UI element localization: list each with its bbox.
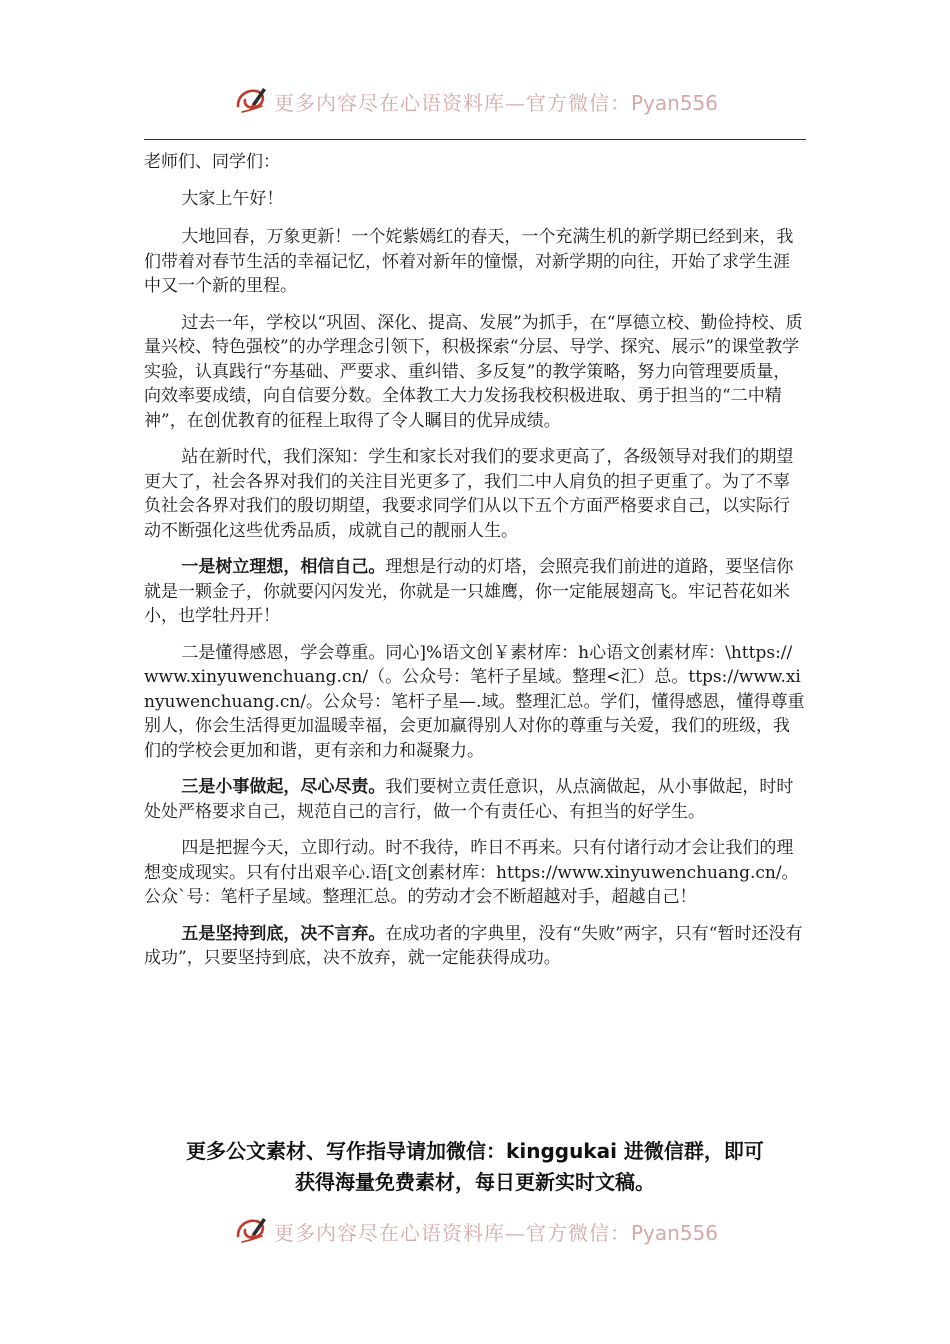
point-5-text: 在成功者的字典里，没有“失败”两字，只有“暂时还没有成功”，只要坚持到底，决不放弃，就一定能获得成功。: [144, 923, 803, 968]
footer-banner: [0, 1206, 950, 1256]
pen-swirl-logo-icon: [232, 82, 270, 120]
point-1-text: 理想是行动的灯塔，会照亮我们前进的道路，要坚信你就是一颗金子，你就要闪闪发光，你就是一只雄鹰，你一定能展翅高飞。牢记苔花如米小，也学牡丹开！: [144, 557, 794, 626]
banner-text: [274, 1217, 718, 1246]
point-1-lead: 一是树立理想，相信自己。: [181, 557, 386, 577]
banner-text-cn: 更多内容尽在心语资料库—官方微信：: [273, 90, 631, 115]
footer-note-line-1: 更多公文素材、写作指导请加微信：kinggukai 进微信群，即可: [186, 1139, 764, 1163]
greeting: 老师们、同学们：: [144, 152, 280, 172]
point-3-lead: 三是小事做起，尽心尽责。: [181, 777, 386, 797]
point-3: [144, 775, 806, 824]
banner-text-en: Pyan556: [630, 1220, 718, 1245]
point-1: [144, 555, 806, 629]
banner-text: [274, 87, 718, 116]
footer-note-line-2: 获得海量免费素材，每日更新实时文稿。: [295, 1170, 655, 1194]
point-3-text: 我们要树立责任意识，从点滴做起，从小事做起，时时处处严格要求自己，规范自己的言行，做一个有责任心、有担当的好学生。: [144, 777, 794, 822]
paragraph-1: 大地回春，万象更新！一个姹紫嫣红的春天，一个充满生机的新学期已经到来，我们带着对春节生活的幸福记忆，怀着对新年的憧憬，对新学期的向往，开始了求学生涯中又一个新的里程。: [144, 227, 794, 296]
pen-swirl-logo-icon: [232, 1212, 270, 1250]
salutation: 大家上午好！: [181, 188, 284, 209]
header-banner: [0, 76, 950, 126]
point-5: [144, 922, 806, 971]
banner-text-en: Pyan556: [630, 90, 718, 115]
paragraph-2: 过去一年，学校以“巩固、深化、提高、发展”为抓手，在“厚德立校、勤俭持校、质量兴校、特色强校”的办学理念引领下，积极探索“分层、导学、探究、展示”的课堂教学实验，认真践行“夯基础、严要求、重纠错、多反复”的教学策略，努力向管理要质量，向效率要成绩，向自信要分数。全体教工大力发扬我校积极进取、勇于担当的“二中精神”，在创优教育的征程上取得了令人瞩目的优异成绩。: [144, 312, 803, 431]
point-4: 四是把握今天，立即行动。时不我待，昨日不再来。只有付诸行动才会让我们的理想变成现实。只有付出艰辛心.语[文创素材库：https://www.xinyuwenchuang.cn/。公众`号：笔杆子星域。整理汇总。的劳动才会不断超越对手，超越自己！: [144, 838, 799, 907]
paragraph-3: 站在新时代，我们深知：学生和家长对我们的要求更高了，各级领导对我们的期望更大了，社会各界对我们的关注目光更多了，我们二中人肩负的担子更重了。为了不辜负社会各界对我们的殷切期望，我要求同学们从以下五个方面严格要求自己，以实际行动不断强化这些优秀品质，成就自己的靓丽人生。: [144, 447, 794, 541]
point-5-lead: 五是坚持到底，决不言弃。: [181, 923, 386, 944]
header-divider: [144, 139, 806, 140]
point-2: 二是懂得感恩，学会尊重。同心]%语文创￥素材库：h心语文创素材库：\https://www.xinyuwenchuang.cn/（。公众号：笔杆子星域。整理<汇）总。ttps://www.xinyuwenchuang.cn/。公众号：笔杆子星—.域。整理汇总。学们，懂得感恩，懂得尊重别人，你会生活得更加温暖幸福，会更加赢得别人对你的尊重与关爱，我们的班级，我们的学校会更加和谐，更有亲和力和凝聚力。: [144, 642, 805, 761]
banner-text-cn: 更多内容尽在心语资料库—官方微信：: [273, 1220, 631, 1245]
document-body: [144, 150, 806, 983]
footer-note: [100, 1136, 850, 1198]
